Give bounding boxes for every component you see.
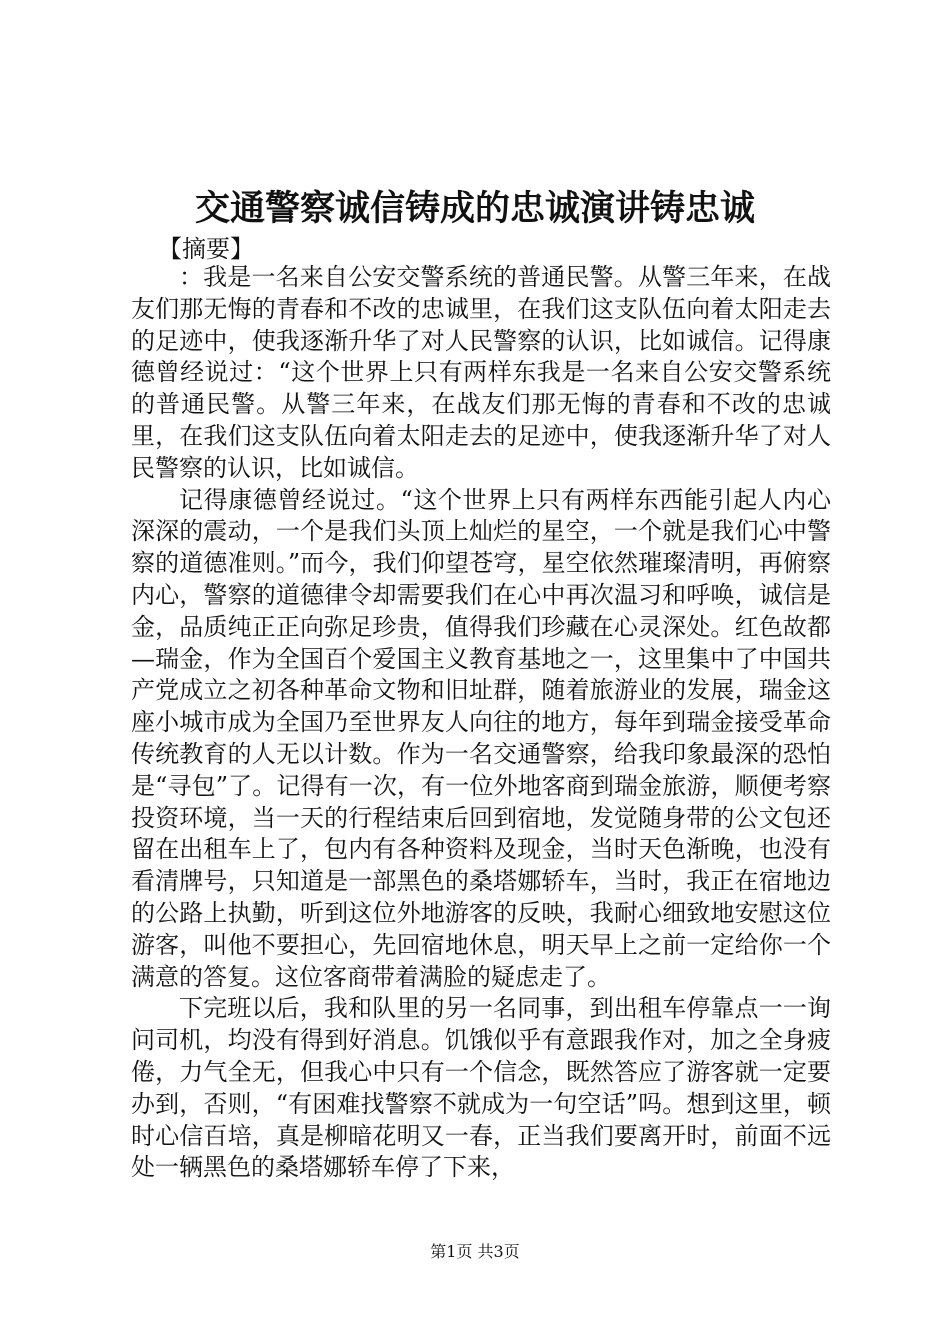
document-title: 交通警察诚信铸成的忠诚演讲铸忠诚 — [194, 188, 755, 229]
paragraph: 记得康德曾经说过。“这个世界上只有两样东西能引起人内心深深的震动，一个是我们头顶上灿烂的星空，一个就是我们心中警察的道德准则。”而今，我们仰望苍穹，星空依然璀璨清明，再俯察内心，警察的道德律令却需要我们在心中再次温习和呼唤，诚信是金，品质纯正正向弥足珍贵，值得我们珍藏在心灵深处。红色故都—瑞金，作为全国百个爱国主义教育基地之一，这里集中了中国共产党成立之初各种革命文物和旧址群，随着旅游业的发展，瑞金这座小城市成为全国乃至世界友人向往的地方，每年到瑞金接受革命传统教育的人无以计数。作为一名交通警察，给我印象最深的恐怕是“寻包”了。记得有一次，有一位外地客商到瑞金旅游，顺便考察投资环境，当一天的行程结束后回到宿地，发觉随身带的公文包还留在出租车上了，包内有各种资料及现金，当时天色渐晚，也没有看清牌号，只知道是一部黑色的桑塔娜轿车，当时，我正在宿地边的公路上执勤，听到这位外地游客的反映，我耐心细致地安慰这位游客，叫他不要担心，先回宿地休息，明天早上之前一定给你一个满意的答复。这位客商带着满脸的疑虑走了。 — [131, 485, 831, 991]
abstract-label: 【摘要】 — [158, 235, 254, 263]
document-body — [131, 262, 831, 1184]
page-number-footer: 第1页 共3页 — [430, 1242, 520, 1261]
paragraph: ：我是一名来自公安交警系统的普通民警。从警三年来，在战友们那无悔的青春和不改的忠诚里，在我们这支队伍向着太阳走去的足迹中，使我逐渐升华了对人民警察的认识，比如诚信。记得康德曾经说过：“这个世界上只有两样东我是一名来自公安交警系统的普通民警。从警三年来，在战友们那无悔的青春和不改的忠诚里，在我们这支队伍向着太阳走去的足迹中，使我逐渐升华了对人民警察的认识，比如诚信。 — [131, 263, 831, 482]
paragraph: 下完班以后，我和队里的另一名同事，到出租车停靠点一一询问司机，均没有得到好消息。饥饿似乎有意跟我作对，加之全身疲倦，力气全无，但我心中只有一个信念，既然答应了游客就一定要办到，否则，“有困难找警察不就成为一句空话”吗。想到这里，顿时心信百培，真是柳暗花明又一春，正当我们要离开时，前面不远处一辆黑色的桑塔娜轿车停了下来， — [131, 994, 831, 1182]
